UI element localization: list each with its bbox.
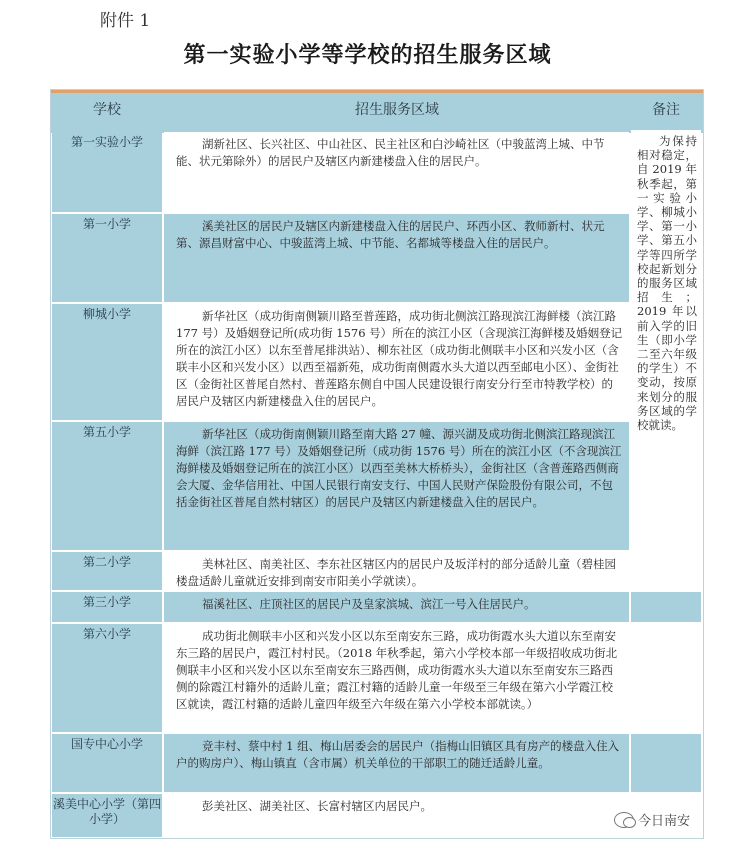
row-school: 第五小学 xyxy=(52,422,162,550)
row-school: 柳城小学 xyxy=(52,304,162,420)
row-area: 湖新社区、长兴社区、中山社区、民主社区和白沙崎社区（中骏蓝湾上城、中节能、状元第除外）的居民户及辖区内新建楼盘入住的居民户。 xyxy=(164,132,629,212)
row-school: 溪美中心小学（第四小学） xyxy=(52,794,162,837)
row-area: 新华社区（成功街南侧颖川路至南大路 27 幢、源兴湖及成功街北侧滨江路现滨江海鲜（滨江路 177 号）及婚姻登记所（成功街 1576 号）所在的滨江小区（不含现滨江海鲜楼及婚姻登记所在的滨江小区）以西至美林大桥桥头），金街社区（含普莲路西侧商会大厦、金华信用社、中国人民银行南安支行、中国人民财产保险股份有限公司，不包括金街社区普尾自然村辖区）的居民户及辖区内新建楼盘入住的居民户。 xyxy=(164,422,629,550)
note-fill xyxy=(631,592,701,622)
watermark-text: 今日南安 xyxy=(638,814,691,829)
header-note: 备注 xyxy=(652,102,680,118)
header-school: 学校 xyxy=(93,102,121,118)
row-area: 溪美社区的居民户及辖区内新建楼盘入住的居民户、环西小区、教师新村、状元第、源昌财富中心、中骏蓝湾上城、中节能、名都城等楼盘入住的居民户。 xyxy=(164,214,629,302)
row-area: 新华社区（成功街南侧颖川路至普莲路，成功街北侧滨江路现滨江海鲜楼（滨江路 177 号）及婚姻登记所(成功街 1576 号）所在的滨江小区（含现滨江海鲜楼及婚姻登记所在的滨江小区）以东至普尾排洪站）、柳东社区（成功街北侧联丰小区和兴发小区（含联丰小区和兴发小区）以西至福新苑，成功街南侧霞水头大道以西至邮电小区）、金街社区（金街社区普尾自然村、普莲路东侧自中国人民建设银行南安分行至市特教学校）的居民户及辖区内新建楼盘入住的居民户。 xyxy=(164,304,629,420)
row-area: 福溪社区、庄顶社区的居民户及皇家滨城、滨江一号入住居民户。 xyxy=(164,592,629,622)
row-area: 成功街北侧联丰小区和兴发小区以东至南安东三路，成功街霞水头大道以东至南安东三路的居民户，霞江村村民。（2018 年秋季起，第六小学校本部一年级招收成功街北侧联丰小区和兴发小区以东至南安东三路西侧，成功街霞水头大道以东至南安东三路西侧的除霞江村籍外的适龄儿童；霞江村籍的适龄儿童一年级至三年级在第六小学霞江校区就读，霞江村籍的适龄儿童四年级至六年级在第六小学校本部就读。） xyxy=(164,624,629,732)
note-fill xyxy=(631,734,701,792)
row-school: 第一小学 xyxy=(52,214,162,302)
row-area: 美林社区、南美社区、李东社区辖区内的居民户及坂洋村的部分适龄儿童（碧桂园楼盘适龄儿童就近安排到南安市阳美小学就读）。 xyxy=(164,552,629,590)
attachment-label: 附件 1 xyxy=(100,11,151,31)
row-school: 第六小学 xyxy=(52,624,162,732)
table-header xyxy=(51,90,703,133)
row-area: 竞丰村、蔡中村 1 组、梅山居委会的居民户（指梅山旧镇区具有房产的楼盘入住入户的购房户）、梅山镇直（含市属）机关单位的干部职工的随迁适龄儿童。 xyxy=(164,734,629,792)
enrollment-table xyxy=(50,89,704,839)
header-area: 招生服务区域 xyxy=(355,102,439,118)
watermark xyxy=(614,810,690,829)
note-cell: 为保持相对稳定，自 2019 年秋季起，第一实验小学、柳城小学、第一小学、第五小学等四所学校起新划分的服务区域招生；2019 年以前入学的旧生（即小学二至六年级的学生）不变动，按原来划分的服务区域的学校就读。 xyxy=(631,130,701,587)
row-school: 第一实验小学 xyxy=(52,132,162,212)
row-school: 第二小学 xyxy=(52,552,162,590)
page-title: 第一实验小学等学校的招生服务区域 xyxy=(183,42,552,68)
wechat-icon xyxy=(614,812,634,828)
row-area: 彭美社区、湖美社区、长富村辖区内居民户。 xyxy=(164,794,629,837)
row-school: 第三小学 xyxy=(52,592,162,622)
row-school: 国专中心小学 xyxy=(52,734,162,792)
